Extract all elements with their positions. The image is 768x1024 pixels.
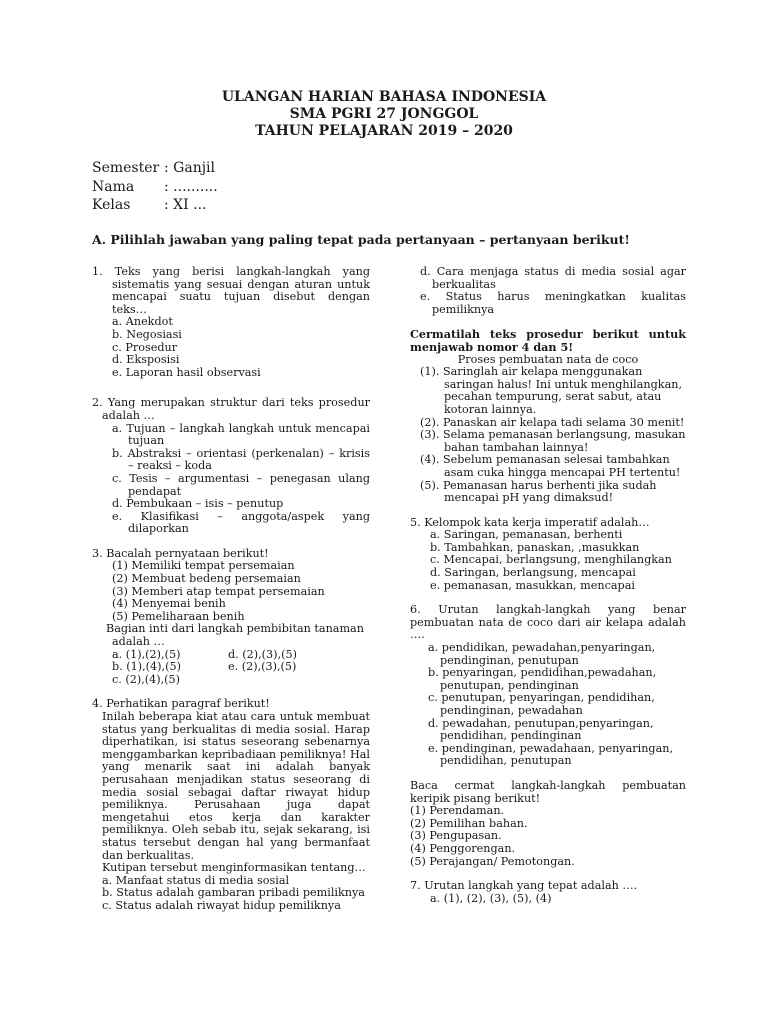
procedure-step: (4). Sebelum pemanasan selesai tambahkan asam cuka hingga mencapai PH tertentu! xyxy=(420,453,681,479)
q4-question: Kutipan tersebut menginformasikan tentang… xyxy=(102,861,366,875)
procedure-step: (2). Panaskan air kelapa tadi selama 30 menit! xyxy=(420,415,685,429)
doc-title-line1: ULANGAN HARIAN BAHASA INDONESIA xyxy=(221,89,547,105)
q7-stem: 7. Urutan langkah yang tepat adalah …. xyxy=(410,879,638,893)
q2-option: a. Tujuan – langkah langkah untuk mencapai tujuan xyxy=(112,421,370,448)
keripik-item: (5) Perajangan/ Pemotongan. xyxy=(410,854,575,868)
q4-option: d. Cara menjaga status di media sosial agar berkualitas xyxy=(420,265,686,291)
q5-option: e. pemanasan, masukkan, mencapai xyxy=(430,578,635,592)
procedure-step: (5). Pemanasan harus berhenti jika sudah mencapai pH yang dimaksud! xyxy=(420,478,657,505)
q1-option: b. Negosiasi xyxy=(112,327,182,341)
q6-stem: 6. Urutan langkah-langkah yang benar pembuatan nata de coco dari air kelapa adalah …. xyxy=(410,603,686,642)
meta-value: : .......... xyxy=(164,179,218,195)
q1-option: e. Laporan hasil observasi xyxy=(112,365,261,379)
q4-option: c. Status adalah riwayat hidup pemiliknya xyxy=(102,898,341,912)
meta-key: Nama xyxy=(92,179,135,195)
doc-title-line2: SMA PGRI 27 JONGGOL xyxy=(289,106,479,122)
keripik-item: (1) Perendaman. xyxy=(410,804,505,818)
meta-value: : Ganjil xyxy=(164,160,216,176)
q3-question: Bagian inti dari langkah pembibitan tanaman adalah … xyxy=(106,622,364,649)
q4-option: a. Manfaat status di media sosial xyxy=(102,873,290,887)
q5-option: c. Mencapai, berlangsung, menghilangkan xyxy=(430,553,672,567)
q6-option: d. pewadahan, penutupan,penyaringan, pendidihan, pendinginan xyxy=(428,716,654,743)
procedure-intro: Cermatilah teks prosedur berikut untuk menjawab nomor 4 dan 5! xyxy=(410,327,686,354)
meta-key: Kelas xyxy=(92,197,131,213)
q5-option: b. Tambahkan, panaskan, ,masukkan xyxy=(430,540,640,554)
q3-stem: 3. Bacalah pernyataan berikut! xyxy=(92,546,269,560)
q3-option: b. (1),(4),(5) xyxy=(112,660,181,674)
keripik-item: (4) Penggorengan. xyxy=(410,841,516,855)
left-column xyxy=(92,266,370,913)
keripik-item: (3) Pengupasan. xyxy=(410,829,502,843)
q2-option: b. Abstraksi – orientasi (perkenalan) – krisis – reaksi – koda xyxy=(112,446,370,473)
q3-item: (4) Menyemai benih xyxy=(112,597,226,611)
meta-semester xyxy=(92,160,215,176)
q3-option: d. (2),(3),(5) xyxy=(228,647,297,661)
q5-option: d. Saringan, berlangsung, mencapai xyxy=(430,566,636,580)
procedure-title: Proses pembuatan nata de coco xyxy=(457,352,639,366)
q3-item: (2) Membuat bedeng persemaian xyxy=(112,572,301,586)
q1-option: c. Prosedur xyxy=(112,340,178,354)
procedure-step: (1). Saringlah air kelapa menggunakan saringan halus! Ini untuk menghilangkan, pecahan tempurung, serat sabut, atau kotoran lainnya. xyxy=(420,365,682,416)
q6-option: a. pendidikan, pewadahan,penyaringan, pendinginan, penutupan xyxy=(428,641,656,667)
q2-option: c. Tesis – argumentasi – penegasan ulang pendapat xyxy=(112,471,370,498)
q4-paragraph: Inilah beberapa kiat atau cara untuk membuat status yang berkualitas di media sosial. Harap diperhatikan, isi status seseorang sebenarnya menggambarkan kepribadiaan pemiliknya! Hal yang menarik saat ini adalah banyak perusahaan menjadikan status seseorang di media sosial sebagai daftar riwayat hidup pemiliknya. Perusahaan juga dapat mengetahui etos kerja dan karakter pemiliknya. Oleh sebab itu, sejak sekarang, isi status tersebut dengan hal yang bermanfaat dan berkualitas. xyxy=(102,710,370,862)
q3-option: e. (2),(3),(5) xyxy=(228,660,297,674)
meta-nama xyxy=(92,179,218,195)
procedure-step: (3). Selama pemanasan berlangsung, masukan bahan tambahan lainnya! xyxy=(420,428,686,454)
meta-key: Semester xyxy=(92,160,160,176)
doc-title-line3: TAHUN PELAJARAN 2019 – 2020 xyxy=(255,123,513,139)
meta-kelas xyxy=(92,197,206,213)
q2-option: d. Pembukaan – isis – penutup xyxy=(112,497,284,511)
q5-stem: 5. Kelompok kata kerja imperatif adalah… xyxy=(410,515,650,529)
q3-options-row xyxy=(92,661,370,674)
q6-option: c. penutupan, penyaringan, pendidihan, pendinginan, pewadahan xyxy=(428,691,655,717)
q3-item: (1) Memiliki tempat persemaian xyxy=(112,559,295,573)
q6-option: b. penyaringan, pendidihan,pewadahan, penutupan, pendinginan xyxy=(428,666,657,692)
keripik-item: (2) Pemilihan bahan. xyxy=(410,816,528,830)
q1-option: a. Anekdot xyxy=(112,315,173,329)
right-column xyxy=(410,266,686,905)
q2-stem: 2. Yang merupakan struktur dari teks prosedur adalah … xyxy=(92,396,370,422)
q4-stem: 4. Perhatikan paragraf berikut! xyxy=(92,697,270,711)
q1-stem: 1. Teks yang berisi langkah-langkah yang sistematis yang sesuai dengan aturan untuk mencapai suatu tujuan disebut dengan teks… xyxy=(92,265,370,316)
q4-option: b. Status adalah gambaran pribadi pemiliknya xyxy=(102,886,365,900)
section-a-instruction: A. Pilihlah jawaban yang paling tepat pada pertanyaan – pertanyaan berikut! xyxy=(92,232,630,247)
meta-value: : XI ... xyxy=(164,197,207,213)
q7-option: a. (1), (2), (3), (5), (4) xyxy=(430,891,552,905)
q3-option: c. (2),(4),(5) xyxy=(112,672,181,686)
q3-item: (3) Memberi atap tempat persemaian xyxy=(112,584,325,598)
q1-option: d. Eksposisi xyxy=(112,353,180,367)
q3-option: a. (1),(2),(5) xyxy=(112,647,181,661)
q6-option: e. pendinginan, pewadahaan, penyaringan, pendidihan, penutupan xyxy=(428,741,674,768)
q3-item: (5) Pemeliharaan benih xyxy=(112,609,245,623)
q2-option: e. Klasifikasi – anggota/aspek yang dilaporkan xyxy=(112,509,370,536)
q4-option: e. Status harus meningkatkan kualitas pemiliknya xyxy=(420,290,686,316)
q5-option: a. Saringan, pemanasan, berhenti xyxy=(430,528,623,542)
keripik-intro: Baca cermat langkah-langkah pembuatan keripik pisang berikut! xyxy=(410,778,686,805)
